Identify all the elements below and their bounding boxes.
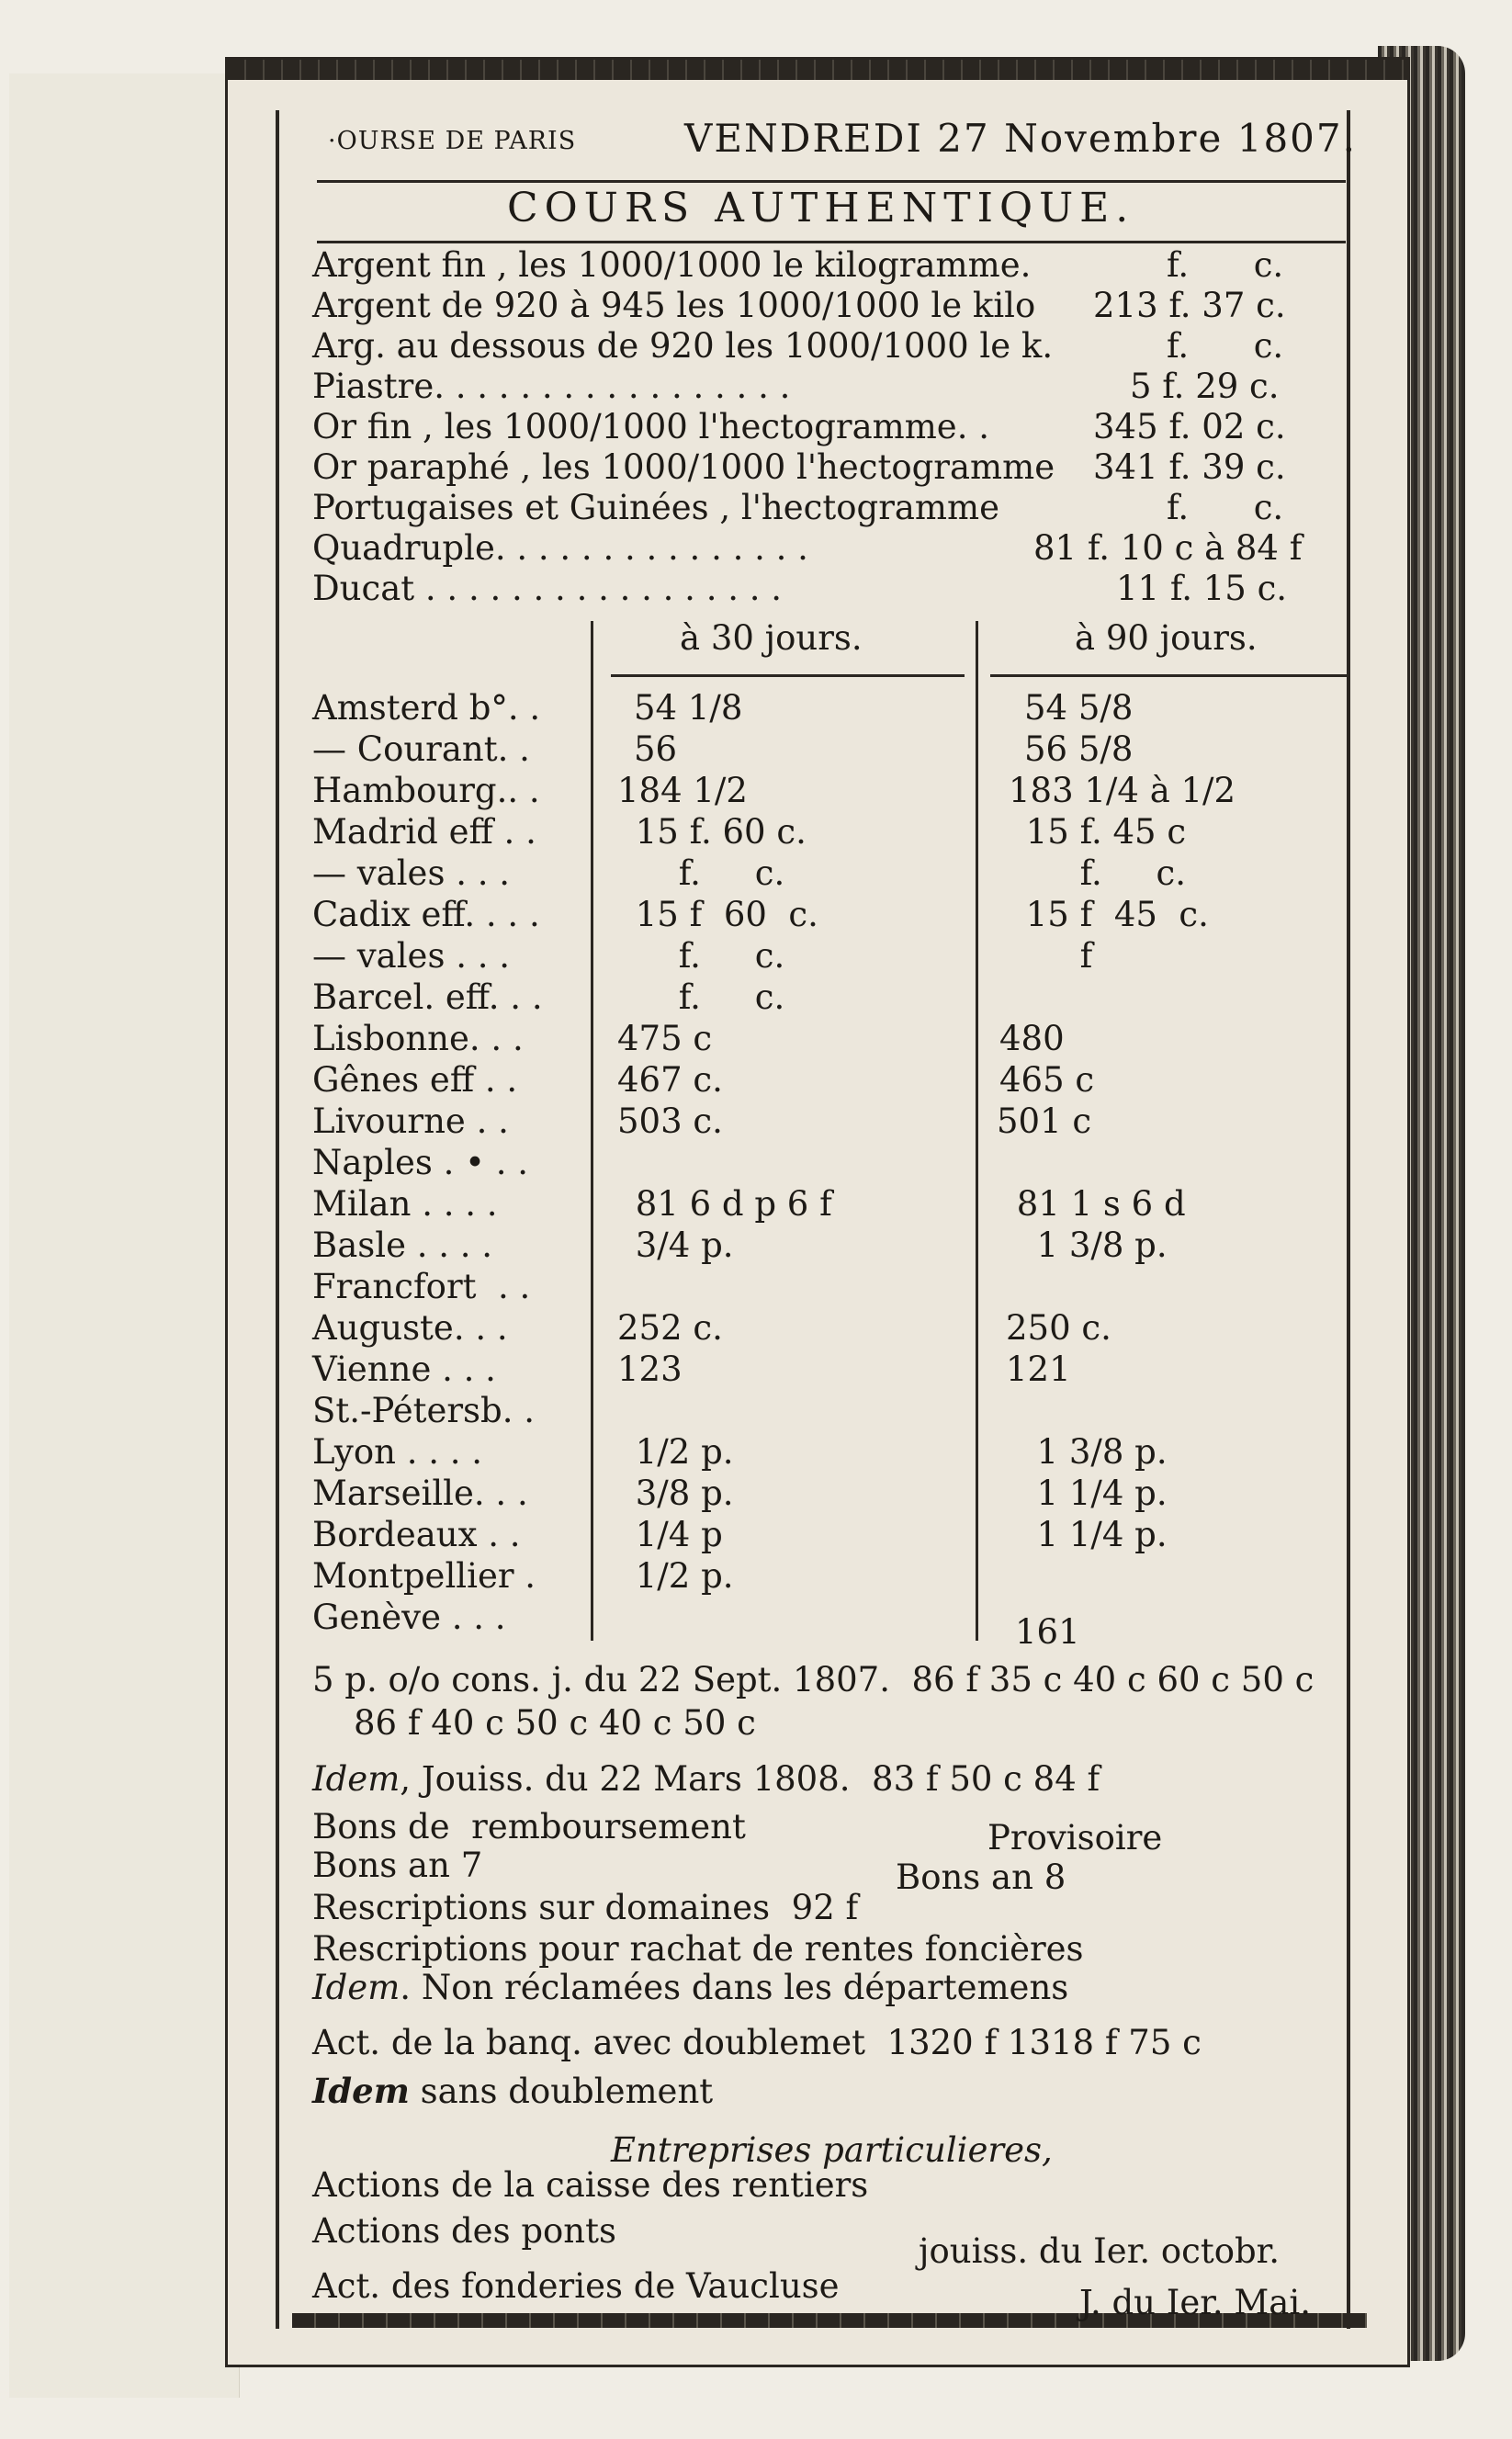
rescriptions-rachat: Rescriptions pour rachat de rentes foncières [312,1929,1084,1969]
metal-value: 81 f. 10 c à 84 f [1033,528,1303,568]
metal-value: f. c. [1167,488,1284,527]
idem-text: , Jouiss. du 22 Mars 1808. 83 f 50 c 84 f [400,1759,1100,1799]
metal-label: Argent de 920 à 945 les 1000/1000 le kilo [312,286,1036,325]
city-name: Montpellier . [312,1556,536,1596]
metal-label: Portugaises et Guinées , l'hectogramme [312,488,1000,527]
rate-30-days: 252 c. [617,1308,723,1348]
rescriptions-idem [312,1968,1069,2007]
rate-30-days: 56 [634,729,678,769]
metal-label: Piastre. . . . . . . . . . . . . . . . . [312,367,791,406]
metal-value: 213 f. 37 c. [1093,286,1286,325]
city-name: Basle . . . . [312,1225,493,1265]
city-name: Gênes eff . . [312,1060,518,1100]
rate-90-days: 250 c. [1006,1308,1111,1348]
city-name: Barcel. eff. . . [312,977,543,1017]
metal-value: f. c. [1167,245,1284,285]
rate-90-days: 1 1/4 p. [1015,1474,1168,1513]
rate-90-days: 15 f 45 c. [1015,895,1209,934]
rentes-line: 5 p. o/o cons. j. du 22 Sept. 1807. 86 f 35 c 40 c 60 c 50 c [312,1660,1315,1699]
metal-label: Quadruple. . . . . . . . . . . . . . . [312,528,808,568]
title-rule [317,241,1346,243]
idem-text: . Non réclamées dans les départemens [400,1968,1069,2007]
rate-30-days: 123 [617,1349,683,1389]
city-name: Livourne . . [312,1101,509,1141]
metal-label: Or paraphé , les 1000/1000 l'hectogramme [312,447,1055,487]
actions-banque-idem [312,2071,714,2111]
entreprises-heading: Entreprises particulieres, [611,2130,1053,2170]
rate-90-days: 501 c [997,1101,1092,1141]
col1-header-rule [611,674,965,677]
bons-an-8: Bons an 8 [896,1857,1066,1897]
metal-value: 341 f. 39 c. [1093,447,1286,487]
rate-90-days: 54 5/8 [1024,688,1134,728]
actions-caisse: Actions de la caisse des rentiers [312,2165,869,2205]
rate-90-days: f [1015,936,1093,976]
actions-banque: Act. de la banq. avec doublemet 1320 f 1318 f 75 c [312,2023,1202,2062]
left-page-edge [9,73,240,2398]
col-header-30-days: à 30 jours. [680,618,863,658]
city-name: — vales . . . [312,936,511,976]
rate-90-days: 183 1/4 à 1/2 [1009,771,1236,810]
rate-90-days: 15 f. 45 c [1015,812,1187,852]
actions-ponts: Actions des ponts [312,2211,616,2251]
rate-90-days: 121 [1006,1349,1071,1389]
city-name: Vienne . . . [312,1349,496,1389]
rate-90-days: 465 c [999,1060,1095,1100]
city-name: — vales . . . [312,853,511,893]
column-divider-right [976,621,978,1641]
rate-30-days: 15 f 60 c. [625,895,818,934]
city-name: Hambourg.. . [312,771,540,810]
metal-value: 11 f. 15 c. [1116,569,1288,608]
rate-30-days: 81 6 d p 6 f [625,1184,832,1224]
idem-text: sans doublement [409,2072,714,2111]
bons-an-7: Bons an 7 [312,1846,483,1885]
rate-90-days: 480 [999,1019,1065,1058]
city-name: Madrid eff . . [312,812,536,852]
idem-label: Idem [312,1759,401,1799]
rate-30-days: f. c. [625,977,785,1017]
city-name: Lisbonne. . . [312,1019,524,1058]
idem-label: Idem [312,1968,401,2007]
rentes-idem [312,1759,1100,1799]
rate-30-days: 54 1/8 [634,688,743,728]
actions-ponts-date: jouiss. du Ier. octobr. [919,2231,1281,2271]
top-border-rule [228,60,1407,80]
rate-30-days: 15 f. 60 c. [625,812,807,852]
col-header-90-days: à 90 jours. [1075,618,1258,658]
rate-90-days: 1 3/8 p. [1015,1225,1168,1265]
rate-30-days: 1/2 p. [625,1432,734,1472]
metal-label: Arg. au dessous de 920 les 1000/1000 le k. [312,326,1054,366]
city-name: Amsterd b°. . [312,688,541,728]
metal-label: Argent fin , les 1000/1000 le kilogramme. [312,245,1032,285]
metal-label: Or fin , les 1000/1000 l'hectogramme. . [312,407,989,446]
city-name: Milan . . . . [312,1184,498,1224]
rescriptions-domaines: Rescriptions sur domaines 92 f [312,1888,859,1927]
rate-30-days: 467 c. [617,1060,723,1100]
metal-value: 5 f. 29 c. [1130,367,1280,406]
column-divider-left [591,621,593,1641]
actions-fonderies-date: J. du Ier. Mai. [1079,2283,1311,2322]
city-name: Genève . . . [312,1598,506,1637]
rate-90-days: 56 5/8 [1024,729,1134,769]
rate-90-days: 81 1 s 6 d [1006,1184,1186,1224]
city-name: Auguste. . . [312,1308,508,1348]
city-name: Lyon . . . . [312,1432,483,1472]
col2-header-rule [990,674,1348,677]
rate-30-days: 3/8 p. [625,1474,734,1513]
bons-provisoire: Provisoire [987,1818,1163,1857]
rate-30-days: 3/4 p. [625,1225,734,1265]
header-left: ·OURSE DE PARIS [328,127,577,155]
rate-30-days: f. c. [625,853,785,893]
rate-90-days: 1 3/8 p. [1015,1432,1168,1472]
rate-30-days: 1/4 p [625,1515,723,1554]
page-title: COURS AUTHENTIQUE. [507,185,1135,231]
rate-90-days: 161 [1015,1612,1080,1652]
metal-value: f. c. [1167,326,1284,366]
rate-90-days: 1 1/4 p. [1015,1515,1168,1554]
header-rule [317,180,1346,183]
rate-30-days: 503 c. [617,1101,723,1141]
city-name: Bordeaux . . [312,1515,521,1554]
city-name: Marseille. . . [312,1474,528,1513]
city-name: Francfort . . [312,1267,531,1306]
metal-value: 345 f. 02 c. [1093,407,1286,446]
rate-30-days: 1/2 p. [625,1556,734,1596]
metal-label: Ducat . . . . . . . . . . . . . . . . . [312,569,783,608]
idem-label: Idem [312,2071,410,2111]
rentes-line-continued: 86 f 40 c 50 c 40 c 50 c [354,1703,756,1743]
rate-90-days: f. c. [1015,853,1186,893]
rate-30-days: f. c. [625,936,785,976]
bons-remboursement: Bons de remboursement [312,1807,746,1846]
city-name: Cadix eff. . . . [312,895,540,934]
actions-fonderies: Act. des fonderies de Vaucluse [312,2266,840,2306]
city-name: St.-Pétersb. . [312,1391,536,1430]
header-date: VENDREDI 27 Novembre 1807. [684,116,1357,161]
rate-30-days: 475 c [617,1019,713,1058]
city-name: Naples . • . . [312,1143,528,1182]
city-name: — Courant. . [312,729,530,769]
rate-30-days: 184 1/2 [617,771,748,810]
